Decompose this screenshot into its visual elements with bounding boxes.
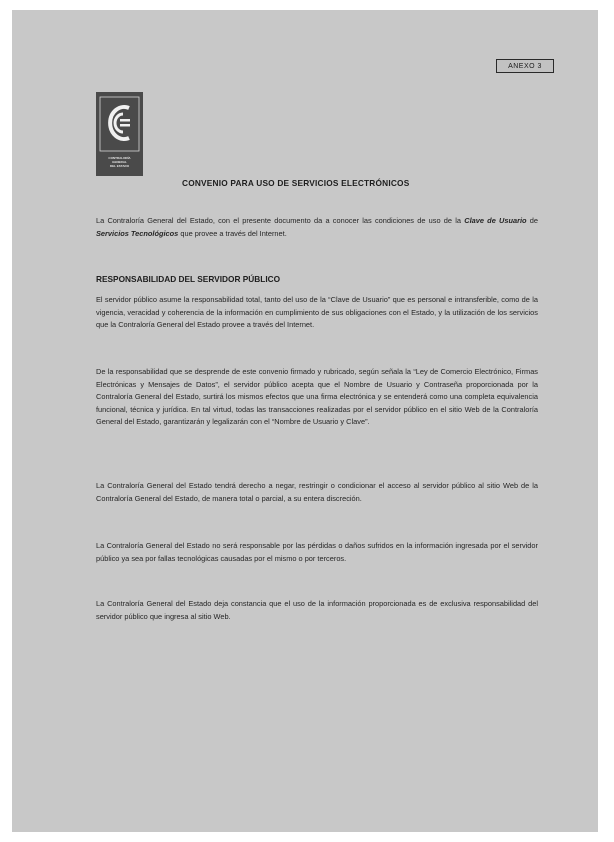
intro-text-1: La Contraloría General del Estado, con el presente documento da a conocer las condiciones de uso de la [96, 216, 465, 225]
intro-emphasis-clave: Clave de Usuario [464, 216, 527, 225]
intro-text-3: que provee a través del Internet. [178, 228, 287, 238]
intro-emphasis-servicios: Servicios Tecnológicos [96, 228, 179, 238]
paragraph-information-use: La Contraloría General del Estado deja constancia que el uso de la información proporcionada es de exclusiva responsabilidad del servidor público que ingresa al sitio Web. [96, 599, 538, 621]
intro-text-2: de [526, 216, 538, 225]
annex-label: ANEXO 3 [496, 59, 554, 73]
paragraph-electronic-signature: De la responsabilidad que se desprende de este convenio firmado y rubricado, según señala la “Ley de Comercio Electrónico, Firmas Electrónicas y Mensajes de Datos”, el servidor público acepta que el Nombre de Usuario y Contraseña proporcionada por la Contraloría General del Estado, surtirá los mismos efectos que una firma electrónica y se entenderá como una completa equivalencia funcional, técnica y jurídica. En tal virtud, todas las transacciones realizadas por el servidor público en el sitio Web de la Contraloría General del Estado, garantizarán y legalizarán con el “Nombre de Usuario y Clave”. [96, 367, 538, 426]
intro-paragraph [96, 215, 538, 240]
paragraph-access-rights: La Contraloría General del Estado tendrá derecho a negar, restringir o condicionar el acceso al servidor público al sitio Web de la Contraloría General del Estado, de manera total o parcial, a su entera discreción. [96, 481, 538, 503]
logo-caption: CONTRALORÍA GENERAL DEL ESTADO [108, 156, 131, 168]
paragraph-liability: La Contraloría General del Estado no será responsable por las pérdidas o daños sufridos en la información ingresada por el servidor público ya sea por fallas tecnológicas causadas por el mismo o por terceros. [96, 541, 538, 563]
cge-logo [96, 92, 143, 176]
cge-emblem-icon [96, 92, 143, 156]
document-title: CONVENIO PARA USO DE SERVICIOS ELECTRÓNICOS [182, 178, 410, 188]
section-heading: RESPONSABILIDAD DEL SERVIDOR PÚBLICO [96, 274, 281, 284]
paragraph-responsibility: El servidor público asume la responsabilidad total, tanto del uso de la “Clave de Usuario” que es personal e intransferible, como de la vigencia, veracidad y coherencia de la información en cumplimiento de sus obligaciones con el Estado, y la utilización de los servicios que la Contraloría General del Estado provee a través del Internet. [96, 295, 538, 329]
document-page [12, 10, 598, 832]
